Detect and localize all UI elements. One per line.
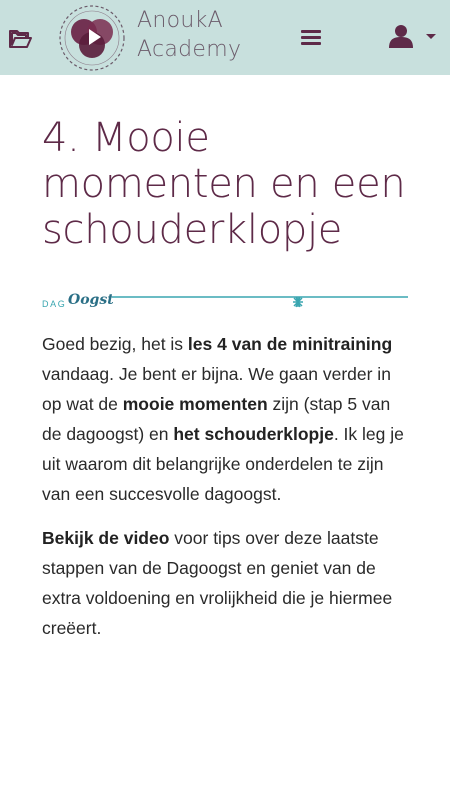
text-segment: Goed bezig, het is [42,334,188,354]
video-paragraph [42,523,414,643]
bold-segment: Bekijk de video [42,528,170,548]
brand-line-2: Academy [137,37,242,62]
anouka-logo[interactable] [58,4,126,72]
bold-segment: les 4 van de minitraining [187,334,393,354]
folder-open-icon[interactable] [8,27,32,49]
dagoogst-divider [42,291,408,317]
caret-down-icon [426,34,436,39]
text-segment: vandaag. Je bent er bijna. We gaan verder in op wat de [42,364,391,414]
sun-icon [293,297,303,307]
brand-name[interactable] [137,6,247,64]
bold-segment: mooie momenten [122,394,268,414]
user-menu-button[interactable] [388,24,438,50]
divider-logo-word: Oogst [68,292,114,308]
lesson-content [42,75,414,643]
brand-line-1: AnoukA [137,8,223,33]
text-segment: zijn (stap 5 van de dagoogst) en [42,394,391,444]
hamburger-menu-icon[interactable] [300,27,322,47]
page-title: 4. Mooie momenten en een schouderklopje [42,115,406,253]
text-segment: . Ik leg je uit waarom dit belangrijke onderdelen te zijn van een succesvolle dagoogst. [42,424,404,504]
divider-line [112,291,408,317]
user-icon [388,24,438,50]
top-navbar [0,0,450,75]
bold-segment: het schouderklopje [173,424,334,444]
divider-logo-prefix: DAG [42,299,67,309]
intro-paragraph [42,329,414,509]
text-segment: voor tips over deze laatste stappen van de Dagoogst en geniet van de extra voldoening en vrolijkheid die je hiermee creëert. [42,528,393,638]
